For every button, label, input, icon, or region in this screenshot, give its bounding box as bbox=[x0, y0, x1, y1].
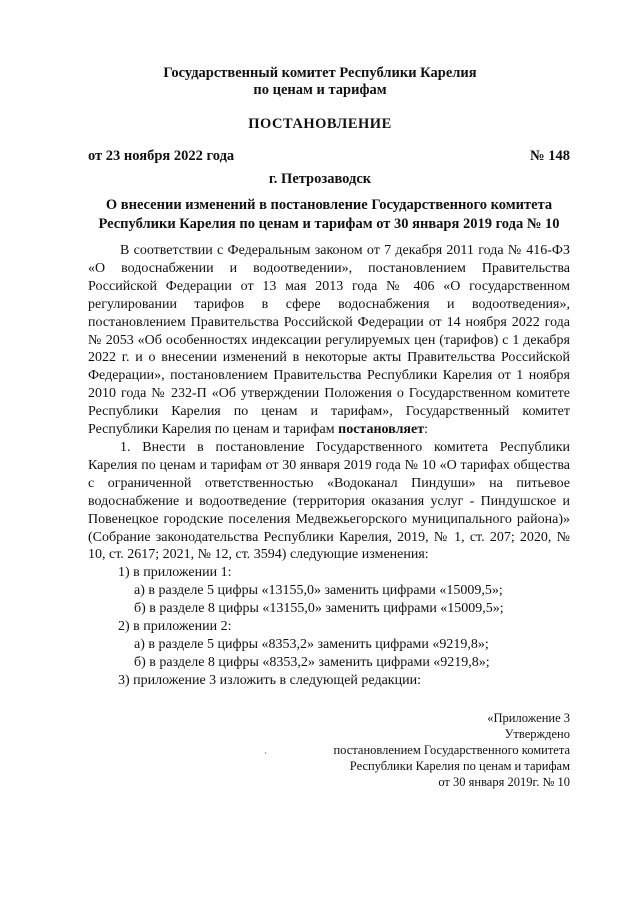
appendix-line3: постановлением Государственного комитета bbox=[333, 743, 570, 757]
doc-date: от 23 ноября 2022 года bbox=[88, 148, 235, 164]
date-number-line bbox=[88, 147, 570, 165]
preamble-paragraph bbox=[88, 242, 570, 439]
doc-number: № 148 bbox=[530, 148, 570, 164]
resolves-word: постановляет bbox=[338, 422, 425, 438]
preamble-text: В соответствии с Федеральным законом от 7 декабря 2011 года № 416-ФЗ «О водоснабжении и водоотведении», постановлением Правительства Российской Федерации от 13 мая 2013 года № 406 «О государственном регулировании тарифов в сфере водоснабжения и водоотведения», постановлением Правительства Российской Федерации от 14 ноября 2022 года № 2053 «Об особенностях индексации регулируемых цен (тарифов) с 1 декабря 2022 г. и о внесении изменений в некоторые акты Правительства Российской Федерации», постановлением Правительства Республики Карелия от 1 ноября 2010 года № 232-П «Об утверждении Положения о Государственном комитете Республики Карелия по ценам и тарифам», Государственный комитет Республики Карелия по ценам и тарифам bbox=[88, 243, 570, 438]
doc-body bbox=[88, 242, 570, 690]
subitem-2a: а) в разделе 5 цифры «8353,2» заменить цифрами «9219,8»; bbox=[134, 636, 489, 652]
appendix-line5: от 30 января 2019г. № 10 bbox=[438, 775, 570, 789]
item-1-paragraph: 1. Внести в постановление Государственного комитета Республики Карелия по ценам и тарифам от 30 января 2019 года № 10 «О тарифах общества с ограниченной ответственностью «Водоканал Пиндуши» на питьевое водоснабжение и водоотведение (территория оказания услуг - Пиндушское и Повенецкое городские поселения Медвежьегорского муниципального района)» (Собрание законодательства Республики Карелия, 2019, № 1, ст. 207; 2020, № 10, ст. 2617; 2021, № 12, ст. 3594) следующие изменения: bbox=[88, 439, 570, 563]
scan-mark: ` bbox=[264, 752, 268, 763]
appendix-line2: Утверждено bbox=[504, 727, 570, 741]
doc-title-line1: О внесении изменений в постановление Государственного комитета bbox=[105, 197, 553, 213]
appendix-line4: Республики Карелия по ценам и тарифам bbox=[349, 759, 570, 773]
doc-city: г. Петрозаводск bbox=[268, 171, 372, 187]
subitem-1a: а) в разделе 5 цифры «13155,0» заменить цифрами «15009,5»; bbox=[134, 583, 503, 599]
doc-title-line2: Республики Карелия по ценам и тарифам от 30 января 2019 года № 10 bbox=[98, 216, 560, 232]
doc-type-heading: ПОСТАНОВЛЕНИЕ bbox=[248, 116, 392, 132]
subitem-3: 3) приложение 3 изложить в следующей редакции: bbox=[118, 672, 421, 688]
subitem-1: 1) в приложении 1: bbox=[118, 565, 232, 581]
resolves-colon: : bbox=[424, 422, 428, 438]
subitem-1b: б) в разделе 8 цифры «13155,0» заменить цифрами «15009,5»; bbox=[134, 601, 504, 617]
appendix-line1: «Приложение 3 bbox=[487, 711, 570, 725]
org-name-line1: Государственный комитет Республики Карелия bbox=[163, 65, 477, 81]
subitem-2b: б) в разделе 8 цифры «8353,2» заменить цифрами «9219,8»; bbox=[134, 654, 490, 670]
org-name-line2: по ценам и тарифам bbox=[253, 82, 387, 98]
subitem-2: 2) в приложении 2: bbox=[118, 619, 232, 635]
doc-title bbox=[88, 196, 570, 234]
appendix-stamp bbox=[333, 710, 570, 790]
